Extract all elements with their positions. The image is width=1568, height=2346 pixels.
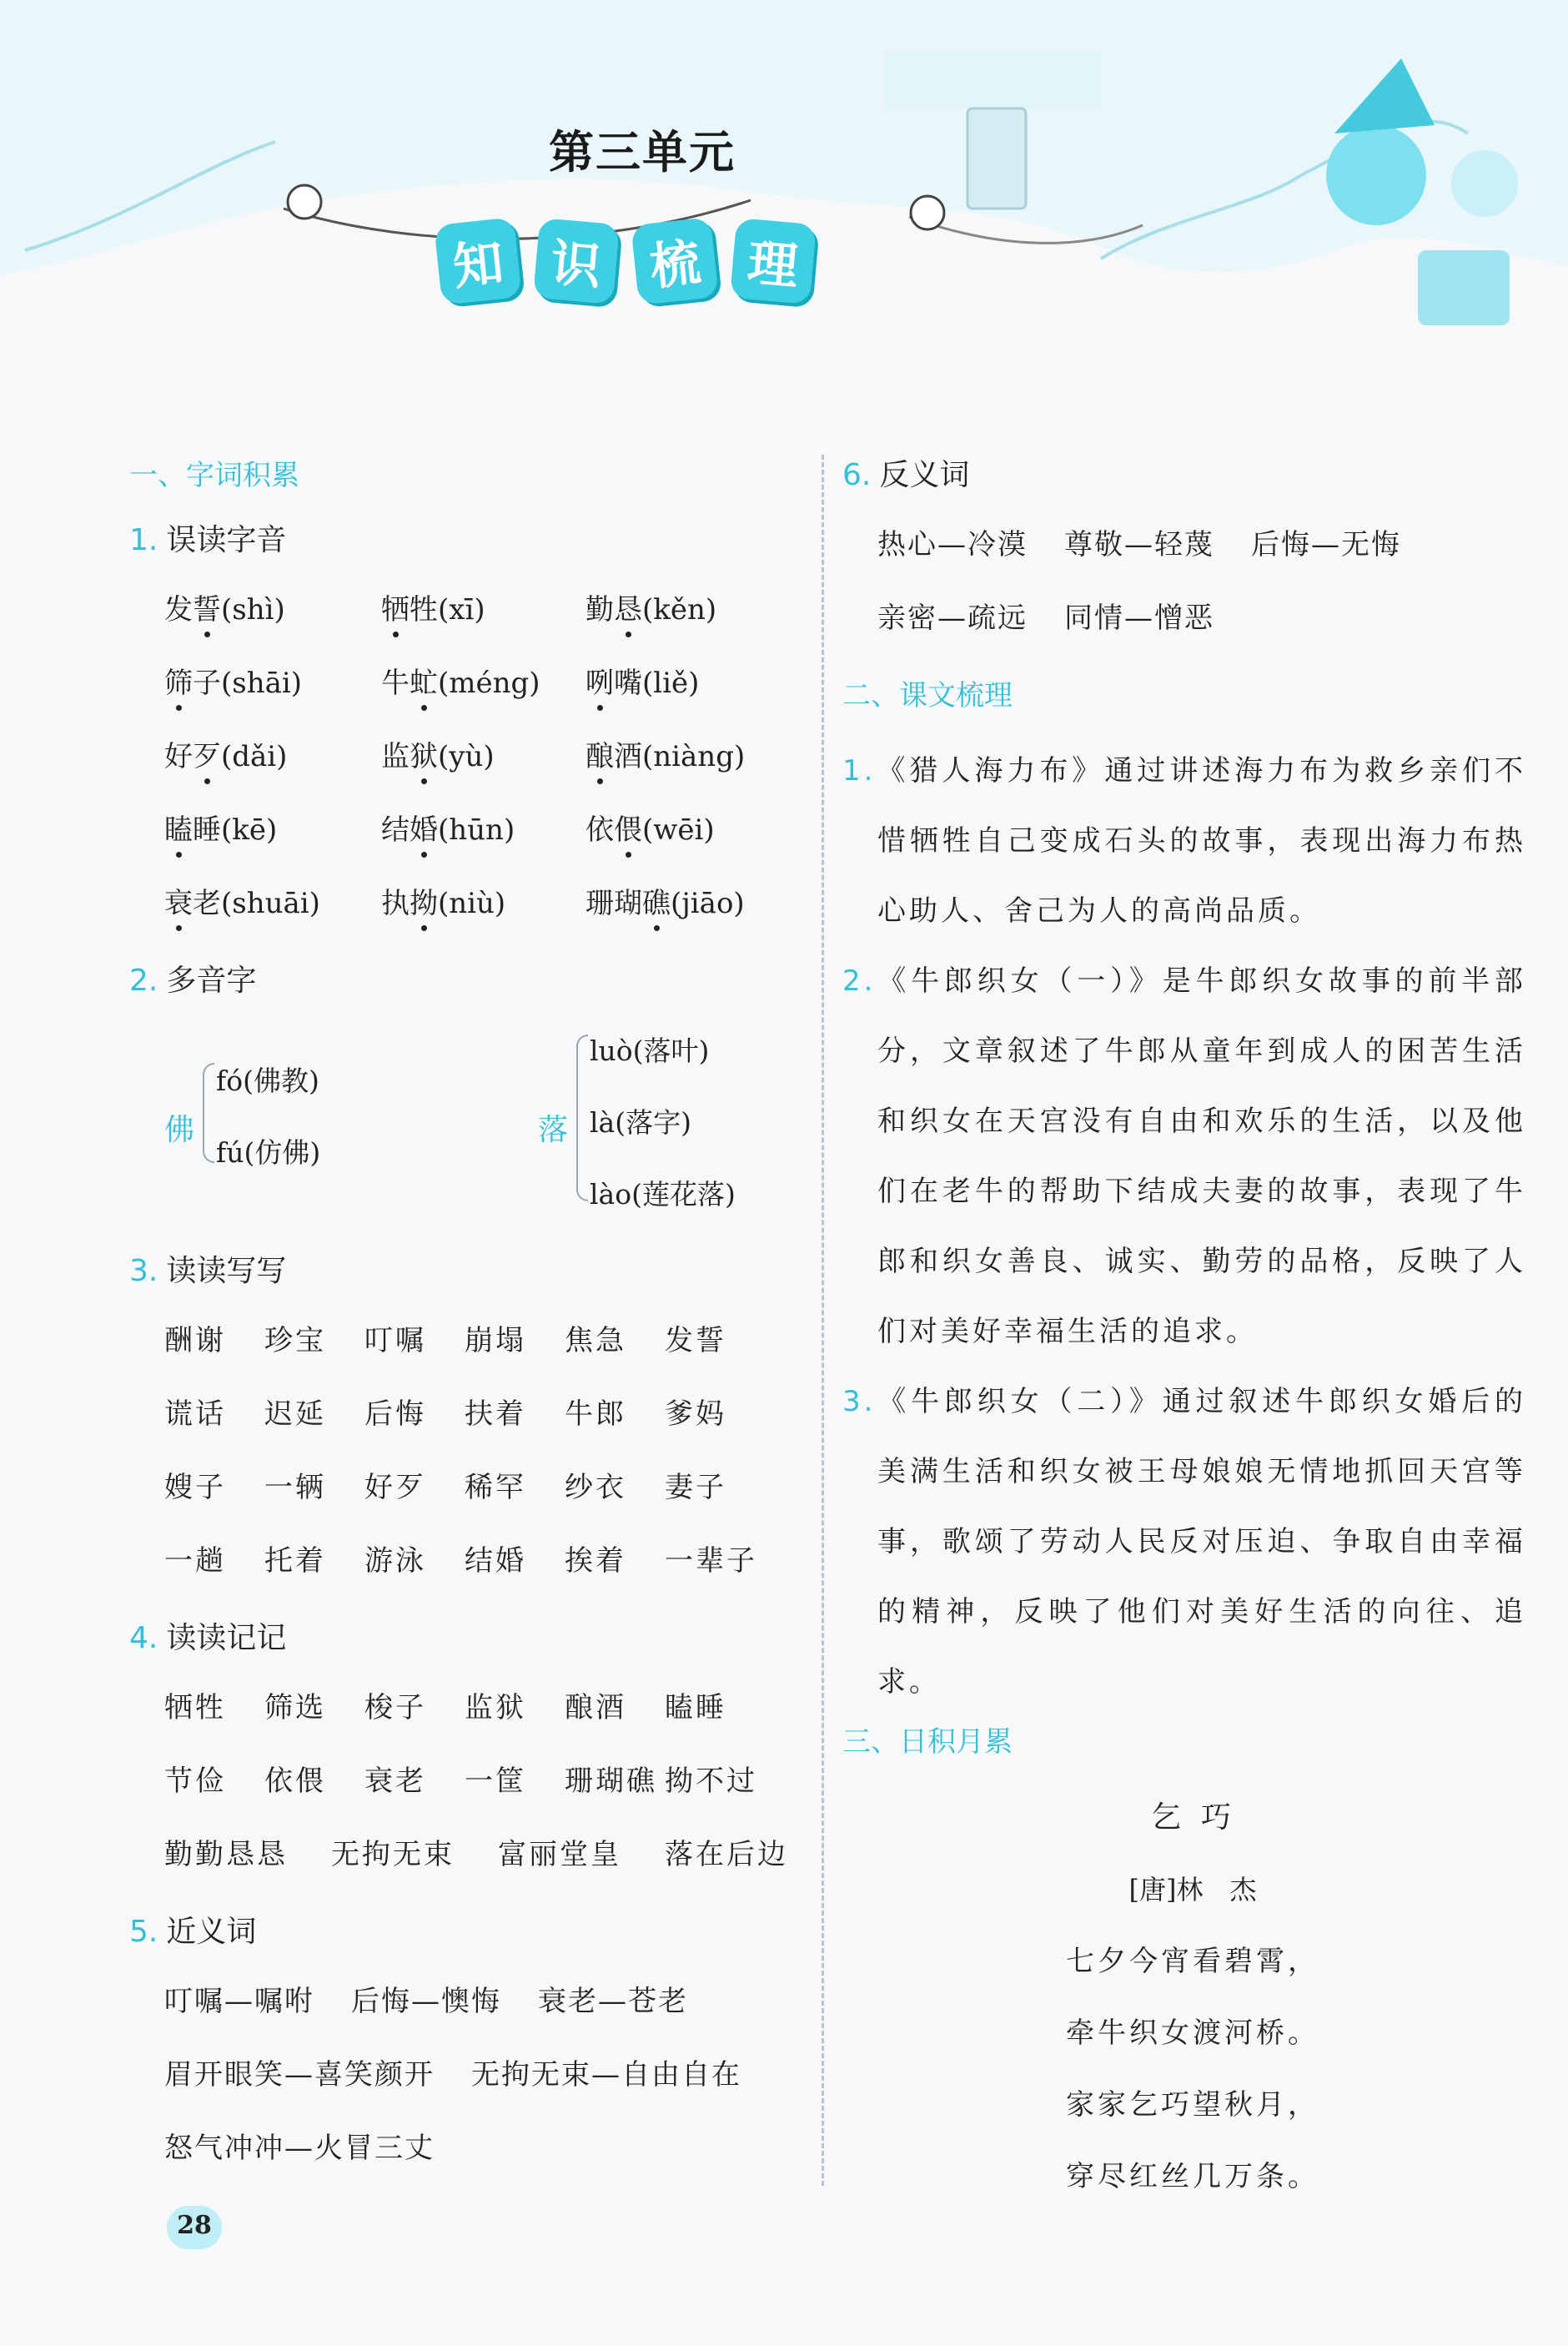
synonym-list [129,1981,805,2201]
polyphone-reading: lào(莲花落) [590,1178,736,1211]
poem-line: 七夕今宵看碧霄， [1066,1945,1319,1978]
subsection-heading [129,1907,805,1957]
synonym-pair: 叮嘱—嘱咐 [164,1985,314,2018]
subsection-title: 反义词 [879,458,970,492]
pronunciation-item [585,736,802,809]
vocab-word: 节俭 [164,1765,226,1798]
section-heading: 三、日积月累 [842,1725,1013,1759]
pronunciation-item [585,662,802,736]
subsection-heading [129,1246,805,1296]
right-column [842,451,1526,2213]
brace [576,1035,588,1201]
read-remember-idioms [129,1834,805,1907]
vocab-word: 结婚 [465,1544,526,1578]
left-column [129,451,805,2201]
idiom: 落在后边 [665,1838,788,1871]
subsection-heading [129,516,805,566]
subsection-title: 误读字音 [166,523,287,557]
vocab-word: 纱衣 [565,1471,626,1504]
idiom: 无拘无束 [331,1838,455,1871]
stressed-char: 恳 [614,589,642,631]
stressed-char: 偎 [614,809,642,851]
vocab-word: 一筐 [465,1765,526,1798]
synonym-pair-row [164,1981,805,2054]
polyphone-block [129,1030,805,1230]
title-tile: 理 [730,218,817,305]
polyphone-reading: fú(仿佛) [216,1136,321,1169]
word-suffix-pinyin: (jiāo) [671,887,745,920]
poem-line: 穿尽红丝几万条。 [1066,2160,1319,2193]
pronunciation-item [585,809,802,883]
item-number: 4. [129,1621,158,1655]
synonym-pair-row [164,2127,805,2201]
idiom: 勤勤恳恳 [164,1838,288,1871]
vocab-word: 酬谢 [164,1324,226,1357]
section-heading: 二、课文梳理 [842,679,1013,712]
word-suffix-pinyin: (niù) [438,887,506,920]
title-tile: 知 [434,217,522,305]
word-prefix: 好 [164,740,193,773]
vocab-word: 焦急 [565,1324,626,1357]
polyphone-reading: là(落字) [590,1106,691,1139]
pronunciation-item [164,883,381,956]
antonym-pair-row [877,524,1526,597]
summary-text: 《牛郎织女（二）》通过叙述牛郎织女婚后的美满生活和织女被王母娘娘无情地抓回天宫等事，歌颂了劳动人民反对压迫、争取自由幸福的精神，反映了他们对美好生活的向往、追求。 [876,1385,1526,1699]
vocab-word: 筛选 [264,1691,326,1724]
subsection-title: 读读记记 [166,1621,287,1655]
vocab-word: 酿酒 [565,1691,626,1724]
word-prefix: 发 [164,593,193,627]
polyphone-group [164,1030,415,1230]
page-number [133,2203,225,2253]
vocab-word: 依偎 [264,1765,326,1798]
pronunciation-item [164,809,381,883]
title-tile: 识 [533,218,620,305]
lesson-summary [842,1367,1526,1717]
pronunciation-list [129,589,805,956]
stressed-char: 虻 [410,662,438,704]
unit-header [0,0,1568,350]
vocab-word: 监狱 [465,1691,526,1724]
vocab-word: 一趟 [164,1544,226,1578]
vocab-word: 叮嘱 [364,1324,426,1357]
polyphone-reading: luò(落叶) [590,1035,710,1067]
item-number: 6. [842,458,872,492]
column-divider [822,455,824,2186]
poem-title: 乞巧 [1150,1800,1251,1835]
stressed-char: 誓 [193,589,221,631]
stressed-char: 咧 [585,662,614,704]
knowledge-summary-title [434,221,817,305]
word-suffix-pinyin: (kěn) [642,593,717,627]
item-number: 1. [129,523,158,557]
pronunciation-item [585,589,802,662]
summary-text: 《猎人海力布》通过讲述海力布为救乡亲们不惜牺牲自己变成石头的故事，表现出海力布热心助人、舍己为人的高尚品质。 [876,754,1526,928]
polyphone-char: 落 [538,1113,569,1147]
subsection-title: 读读写写 [166,1254,287,1288]
read-remember-words [129,1687,805,1834]
section-heading: 一、字词积累 [129,459,299,492]
word-suffix-pinyin: 嘴(liě) [614,667,700,700]
poem-line: 家家乞巧望秋月， [1066,2088,1319,2122]
polyphone-group [538,1030,805,1230]
word-suffix-pinyin: (méng) [438,667,540,700]
vocab-word: 崩塌 [465,1324,526,1357]
lesson-summary [842,736,1526,946]
vocab-word: 梭子 [364,1691,426,1724]
polyphone-reading: fó(佛教) [216,1065,319,1097]
word-prefix: 结 [381,813,410,847]
stressed-char: 筛 [164,662,193,704]
pronunciation-item [381,736,585,809]
vocab-word: 托着 [264,1544,326,1578]
item-number: 1. [842,754,877,788]
stressed-char: 衰 [164,883,193,924]
vocab-word: 妻子 [665,1471,726,1504]
vocab-word: 嫂子 [164,1471,226,1504]
stressed-char: 牺 [381,589,410,631]
subsection-title: 近义词 [166,1915,257,1949]
subsection-title: 多音字 [166,964,257,998]
antonym-pair: 同情—憎恶 [1064,602,1214,635]
page-number-text: 28 [177,2211,212,2240]
stressed-char: 拗 [410,883,438,924]
poem [842,1782,1526,2213]
vocab-word: 发誓 [665,1324,726,1357]
lesson-summary-list [842,736,1526,1717]
synonym-pair: 眉开眼笑—喜笑颜开 [164,2058,435,2092]
word-suffix-pinyin: 子(shāi) [193,667,303,700]
synonym-pair: 怒气冲冲—火冒三丈 [164,2132,435,2165]
stressed-char: 酿 [585,736,614,778]
lesson-summary [842,946,1526,1367]
item-number: 3. [129,1254,158,1288]
antonym-pair: 后悔—无悔 [1251,528,1401,561]
word-prefix: 监 [381,740,410,773]
polyphone-char: 佛 [164,1113,195,1147]
antonym-pair: 尊敬—轻蔑 [1064,528,1214,561]
word-suffix-pinyin: (dǎi) [221,740,288,773]
synonym-pair: 衰老—苍老 [538,1985,688,2018]
antonym-pair: 热心—冷漠 [877,528,1028,561]
unit-title: 第三单元 [549,126,736,179]
poem-line: 牵牛织女渡河桥。 [1066,2016,1319,2050]
poem-author: [唐]林 杰 [1128,1874,1257,1905]
word-suffix-pinyin: 睡(kē) [193,813,278,847]
word-prefix: 执 [381,887,410,920]
synonym-pair: 后悔—懊悔 [351,1985,501,2018]
vocab-word: 稀罕 [465,1471,526,1504]
word-prefix: 勤 [585,593,614,627]
item-number: 2. [129,964,158,998]
read-write-words [129,1320,805,1614]
vocab-word: 一辈子 [665,1544,757,1578]
vocab-word: 扶着 [465,1397,526,1431]
word-suffix-pinyin: (hūn) [438,813,515,847]
subsection-heading [129,1614,805,1664]
antonym-pair: 亲密—疏远 [877,602,1028,635]
word-suffix-pinyin: (shì) [221,593,285,627]
summary-text: 《牛郎织女（一）》是牛郎织女故事的前半部分，文章叙述了牛郎从童年到成人的困苦生活和织女在天宫没有自由和欢乐的生活，以及他们在老牛的帮助下结成夫妻的故事，表现了牛郎和织女善良、诚实、勤劳的品格，反映了人们对美好幸福生活的追求。 [876,964,1526,1348]
vocab-word: 牛郎 [565,1397,626,1431]
word-prefix: 珊瑚 [585,887,642,920]
word-prefix: 牛 [381,667,410,700]
vocab-word: 珍宝 [264,1324,326,1357]
vocab-word: 后悔 [364,1397,426,1431]
vocab-word: 珊瑚礁 [565,1765,657,1798]
pronunciation-item [381,883,585,956]
stressed-char: 狱 [410,736,438,778]
synonym-pair: 无拘无束—自由自在 [471,2058,741,2092]
pronunciation-item [585,883,802,956]
word-prefix: 依 [585,813,614,847]
word-suffix-pinyin: (yù) [438,740,495,773]
pronunciation-item [164,736,381,809]
stressed-char: 歹 [193,736,221,778]
item-number: 3. [842,1385,877,1418]
stressed-char: 礁 [642,883,671,924]
word-suffix-pinyin: 牲(xī) [410,593,485,627]
vocab-word: 牺牲 [164,1691,226,1724]
word-suffix-pinyin: 酒(niàng) [614,740,746,773]
vocab-word: 挨着 [565,1544,626,1578]
item-number: 5. [129,1915,158,1949]
vocab-word: 游泳 [364,1544,426,1578]
antonym-pair-row [877,597,1526,671]
subsection-heading [842,451,1526,501]
vocab-word: 谎话 [164,1397,226,1431]
pronunciation-item [164,662,381,736]
stressed-char: 瞌 [164,809,193,851]
pronunciation-item [164,589,381,662]
title-tile: 梳 [631,217,719,305]
vocab-word: 衰老 [364,1765,426,1798]
vocab-word: 好歹 [364,1471,426,1504]
word-suffix-pinyin: (wēi) [642,813,715,847]
stressed-char: 婚 [410,809,438,851]
idiom: 富丽堂皇 [498,1838,621,1871]
pronunciation-item [381,589,585,662]
vocab-word: 拗不过 [665,1765,757,1798]
brace [203,1063,214,1163]
synonym-pair-row [164,2054,805,2127]
vocab-word: 迟延 [264,1397,326,1431]
pronunciation-item [381,662,585,736]
antonym-list [842,524,1526,671]
vocab-word: 爹妈 [665,1397,726,1431]
vocab-word: 瞌睡 [665,1691,726,1724]
subsection-heading [129,956,805,1006]
pronunciation-item [381,809,585,883]
vocab-word: 一辆 [264,1471,326,1504]
word-suffix-pinyin: 老(shuāi) [193,887,320,920]
item-number: 2. [842,964,877,998]
